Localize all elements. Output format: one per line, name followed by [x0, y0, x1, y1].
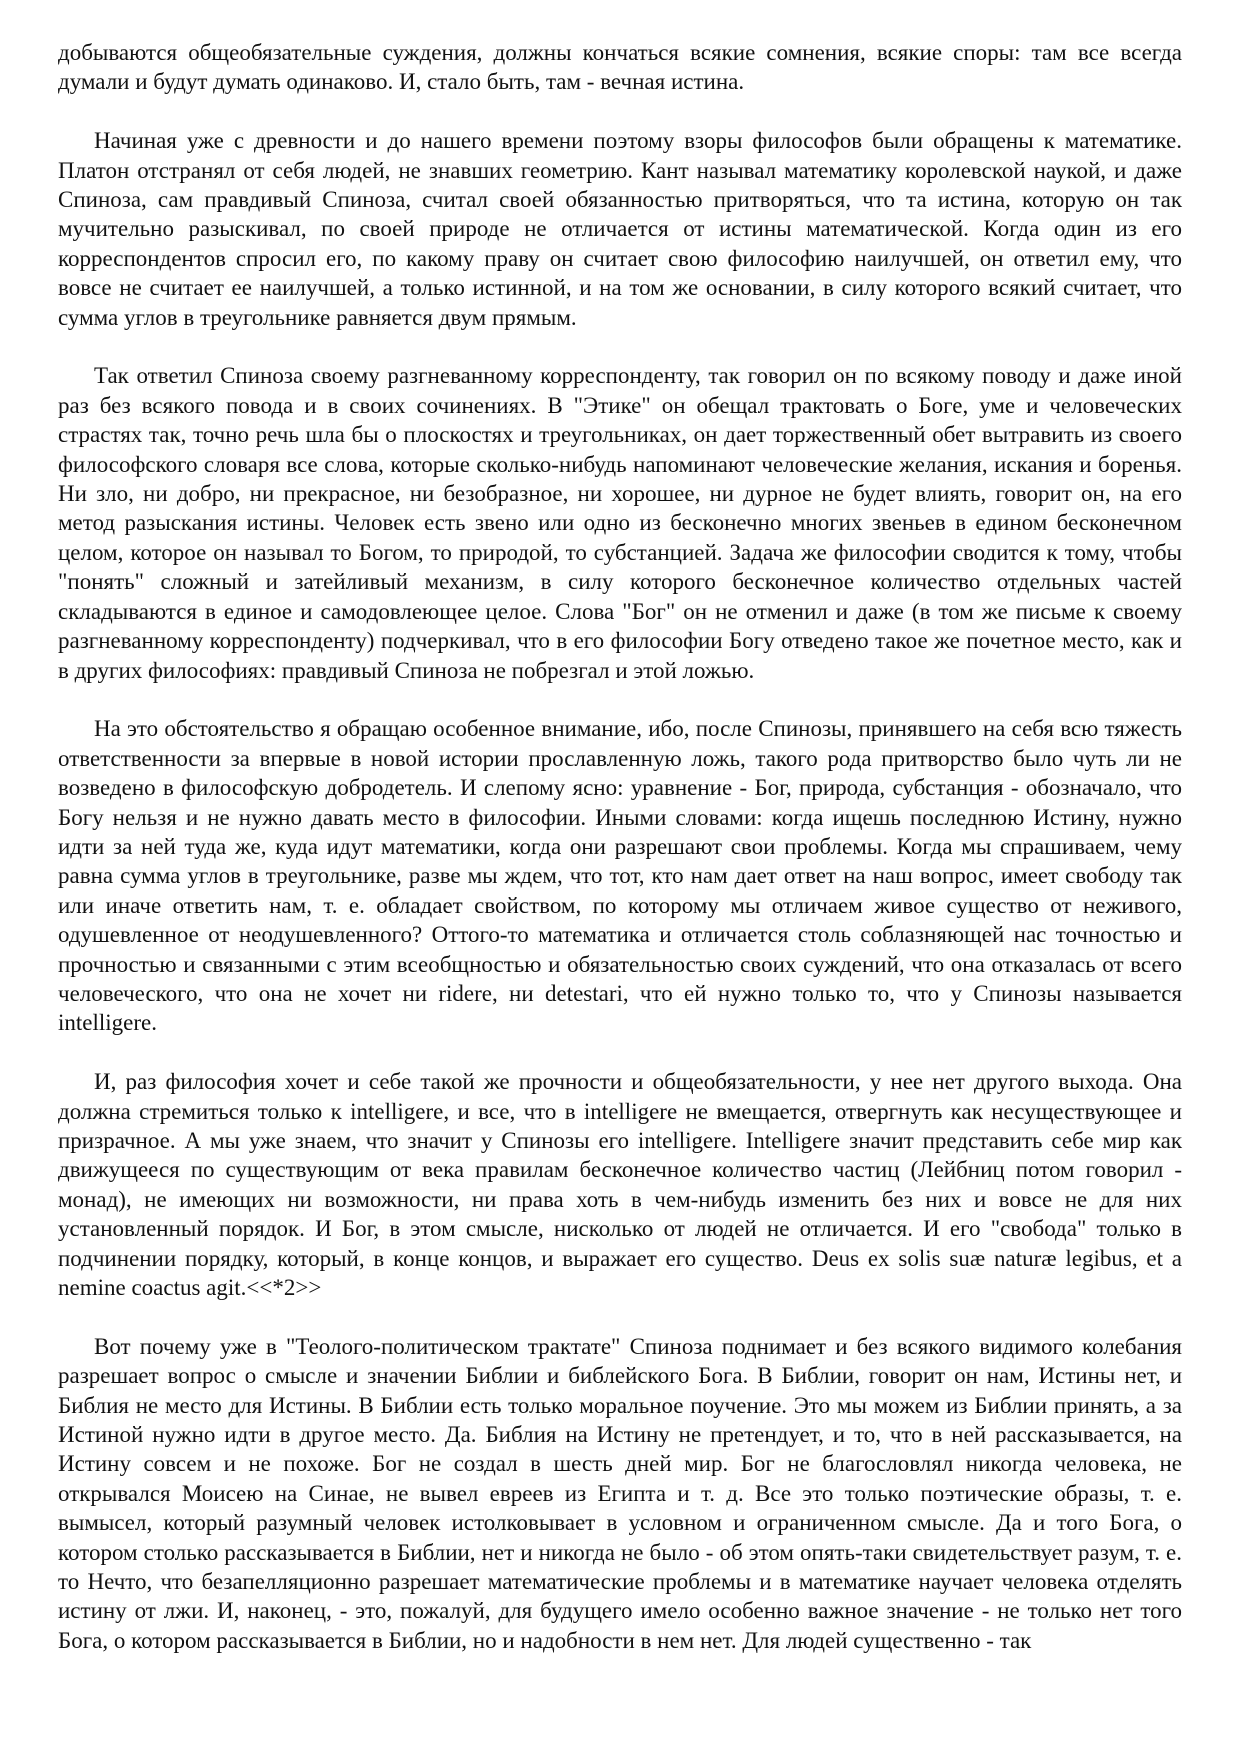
document-page: [58, 38, 1182, 1655]
paragraph-6: Вот почему уже в "Теолого-политическом трактате" Спиноза поднимает и без всякого видимого колебания разрешает вопрос о смысле и значении Библии и библейского Бога. В Библии, говорит он нам, Истины нет, и Библия не место для Истины. В Библии есть только моральное поучение. Это мы можем из Библии принять, а за Истиной нужно идти в другое место. Да. Библия на Истину не претендует, и то, что в ней рассказывается, на Истину совсем и не похоже. Бог не создал в шесть дней мир. Бог не благословлял никогда человека, не открывался Моисею на Синае, не вывел евреев из Египта и т. д. Все это только поэтические образы, т. е. вымысел, который разумный человек истолковывает в условном и ограниченном смысле. Да и того Бога, о котором столько рассказывается в Библии, нет и никогда не было - об этом опять-таки свидетельствует разум, т. е. то Нечто, что безапелляционно разрешает математические проблемы и в математике научает человека отделять истину от лжи. И, наконец, - это, пожалуй, для будущего имело особенно важное значение - не только нет того Бога, о котором рассказывается в Библии, но и надобности в нем нет. Для людей существенно - так: [58, 1333, 1182, 1653]
paragraph-3: Так ответил Спиноза своему разгневанному корреспонденту, так говорил он по всякому поводу и даже иной раз без всякого повода и в своих сочинениях. В "Этике" он обещал трактовать о Боге, уме и человеческих страстях так, точно речь шла бы о плоскостях и треугольниках, он дает торжественный обет вытравить из своего философского словаря все слова, которые сколько-нибудь напоминают человеческие желания, искания и боренья. Ни зло, ни добро, ни прекрасное, ни безобразное, ни хорошее, ни дурное не будет влиять, говорит он, на его метод разыскания истины. Человек есть звено или одно из бесконечно многих звеньев в едином бесконечном целом, которое он называл то Богом, то природой, то субстанцией. Задача же философии сводится к тому, чтобы "понять" сложный и затейливый механизм, в силу которого бесконечное количество отдельных частей складываются в единое и самодовлеющее целое. Слова "Бог" он не отменил и даже (в том же письме к своему разгневанному корреспонденту) подчеркивал, что в его философии Богу отведено такое же почетное место, как и в других философиях: правдивый Спиноза не побрезгал и этой ложью.: [58, 363, 1182, 683]
paragraph-1: добываются общеобязательные суждения, должны кончаться всякие сомнения, всякие споры: там все всегда думали и будут думать одинаково. И, стало быть, там - вечная истина.: [58, 40, 1182, 95]
paragraph-2: Начиная уже с древности и до нашего времени поэтому взоры философов были обращены к математике. Платон отстранял от себя людей, не знавших геометрию. Кант называл математику королевской наукой, и даже Спиноза, сам правдивый Спиноза, считал своей обязанностью притворяться, что та истина, которую он так мучительно разыскивал, по своей природе не отличается от истины математической. Когда один из его корреспондентов спросил его, по какому праву он считает свою философию наилучшей, он ответил ему, что вовсе не считает ее наилучшей, а только истинной, и на том же основании, в силу которого всякий считает, что сумма углов в треугольнике равняется двум прямым.: [58, 128, 1182, 330]
paragraph-5: И, раз философия хочет и себе такой же прочности и общеобязательности, у нее нет другого выхода. Она должна стремиться только к intelligere, и все, что в intelligere не вмещается, отвергнуть как несуществующее и призрачное. А мы уже знаем, что значит у Спинозы его intelligere. Intelligere значит представить себе мир как движущееся по существующим от века правилам бесконечное количество частиц (Лейбниц потом говорил - монад), не имеющих ни возможности, ни права хоть в чем-нибудь изменить без них и вовсе не для них установленный порядок. И Бог, в этом смысле, нисколько от людей не отличается. И его "свобода" только в подчинении порядку, который, в конце концов, и выражает его существо. Deus ex solis suæ naturæ legibus, et a nemine coactus agit.<<*2>>: [58, 1069, 1182, 1300]
paragraph-4: На это обстоятельство я обращаю особенное внимание, ибо, после Спинозы, принявшего на себя всю тяжесть ответственности за впервые в новой истории прославленную ложь, такого рода притворство было чуть ли не возведено в философскую добродетель. И слепому ясно: уравнение - Бог, природа, субстанция - обозначало, что Богу нельзя и не нужно давать место в философии. Иными словами: когда ищешь последнюю Истину, нужно идти за ней туда же, куда идут математики, когда они разрешают свои проблемы. Когда мы спрашиваем, чему равна сумма углов в треугольнике, разве мы ждем, что тот, кто нам дает ответ на наш вопрос, имеет свободу так или иначе ответить нам, т. е. обладает свойством, по которому мы отличаем живое существо от неживого, одушевленное от неодушевленного? Оттого-то математика и отличается столь соблазняющей нас точностью и прочностью и связанными с этим всеобщностью и обязательностью своих суждений, что она отказалась от всего человеческого, что она не хочет ни ridere, ни detestari, что ей нужно только то, что у Спинозы называется intelligere.: [58, 716, 1182, 1036]
